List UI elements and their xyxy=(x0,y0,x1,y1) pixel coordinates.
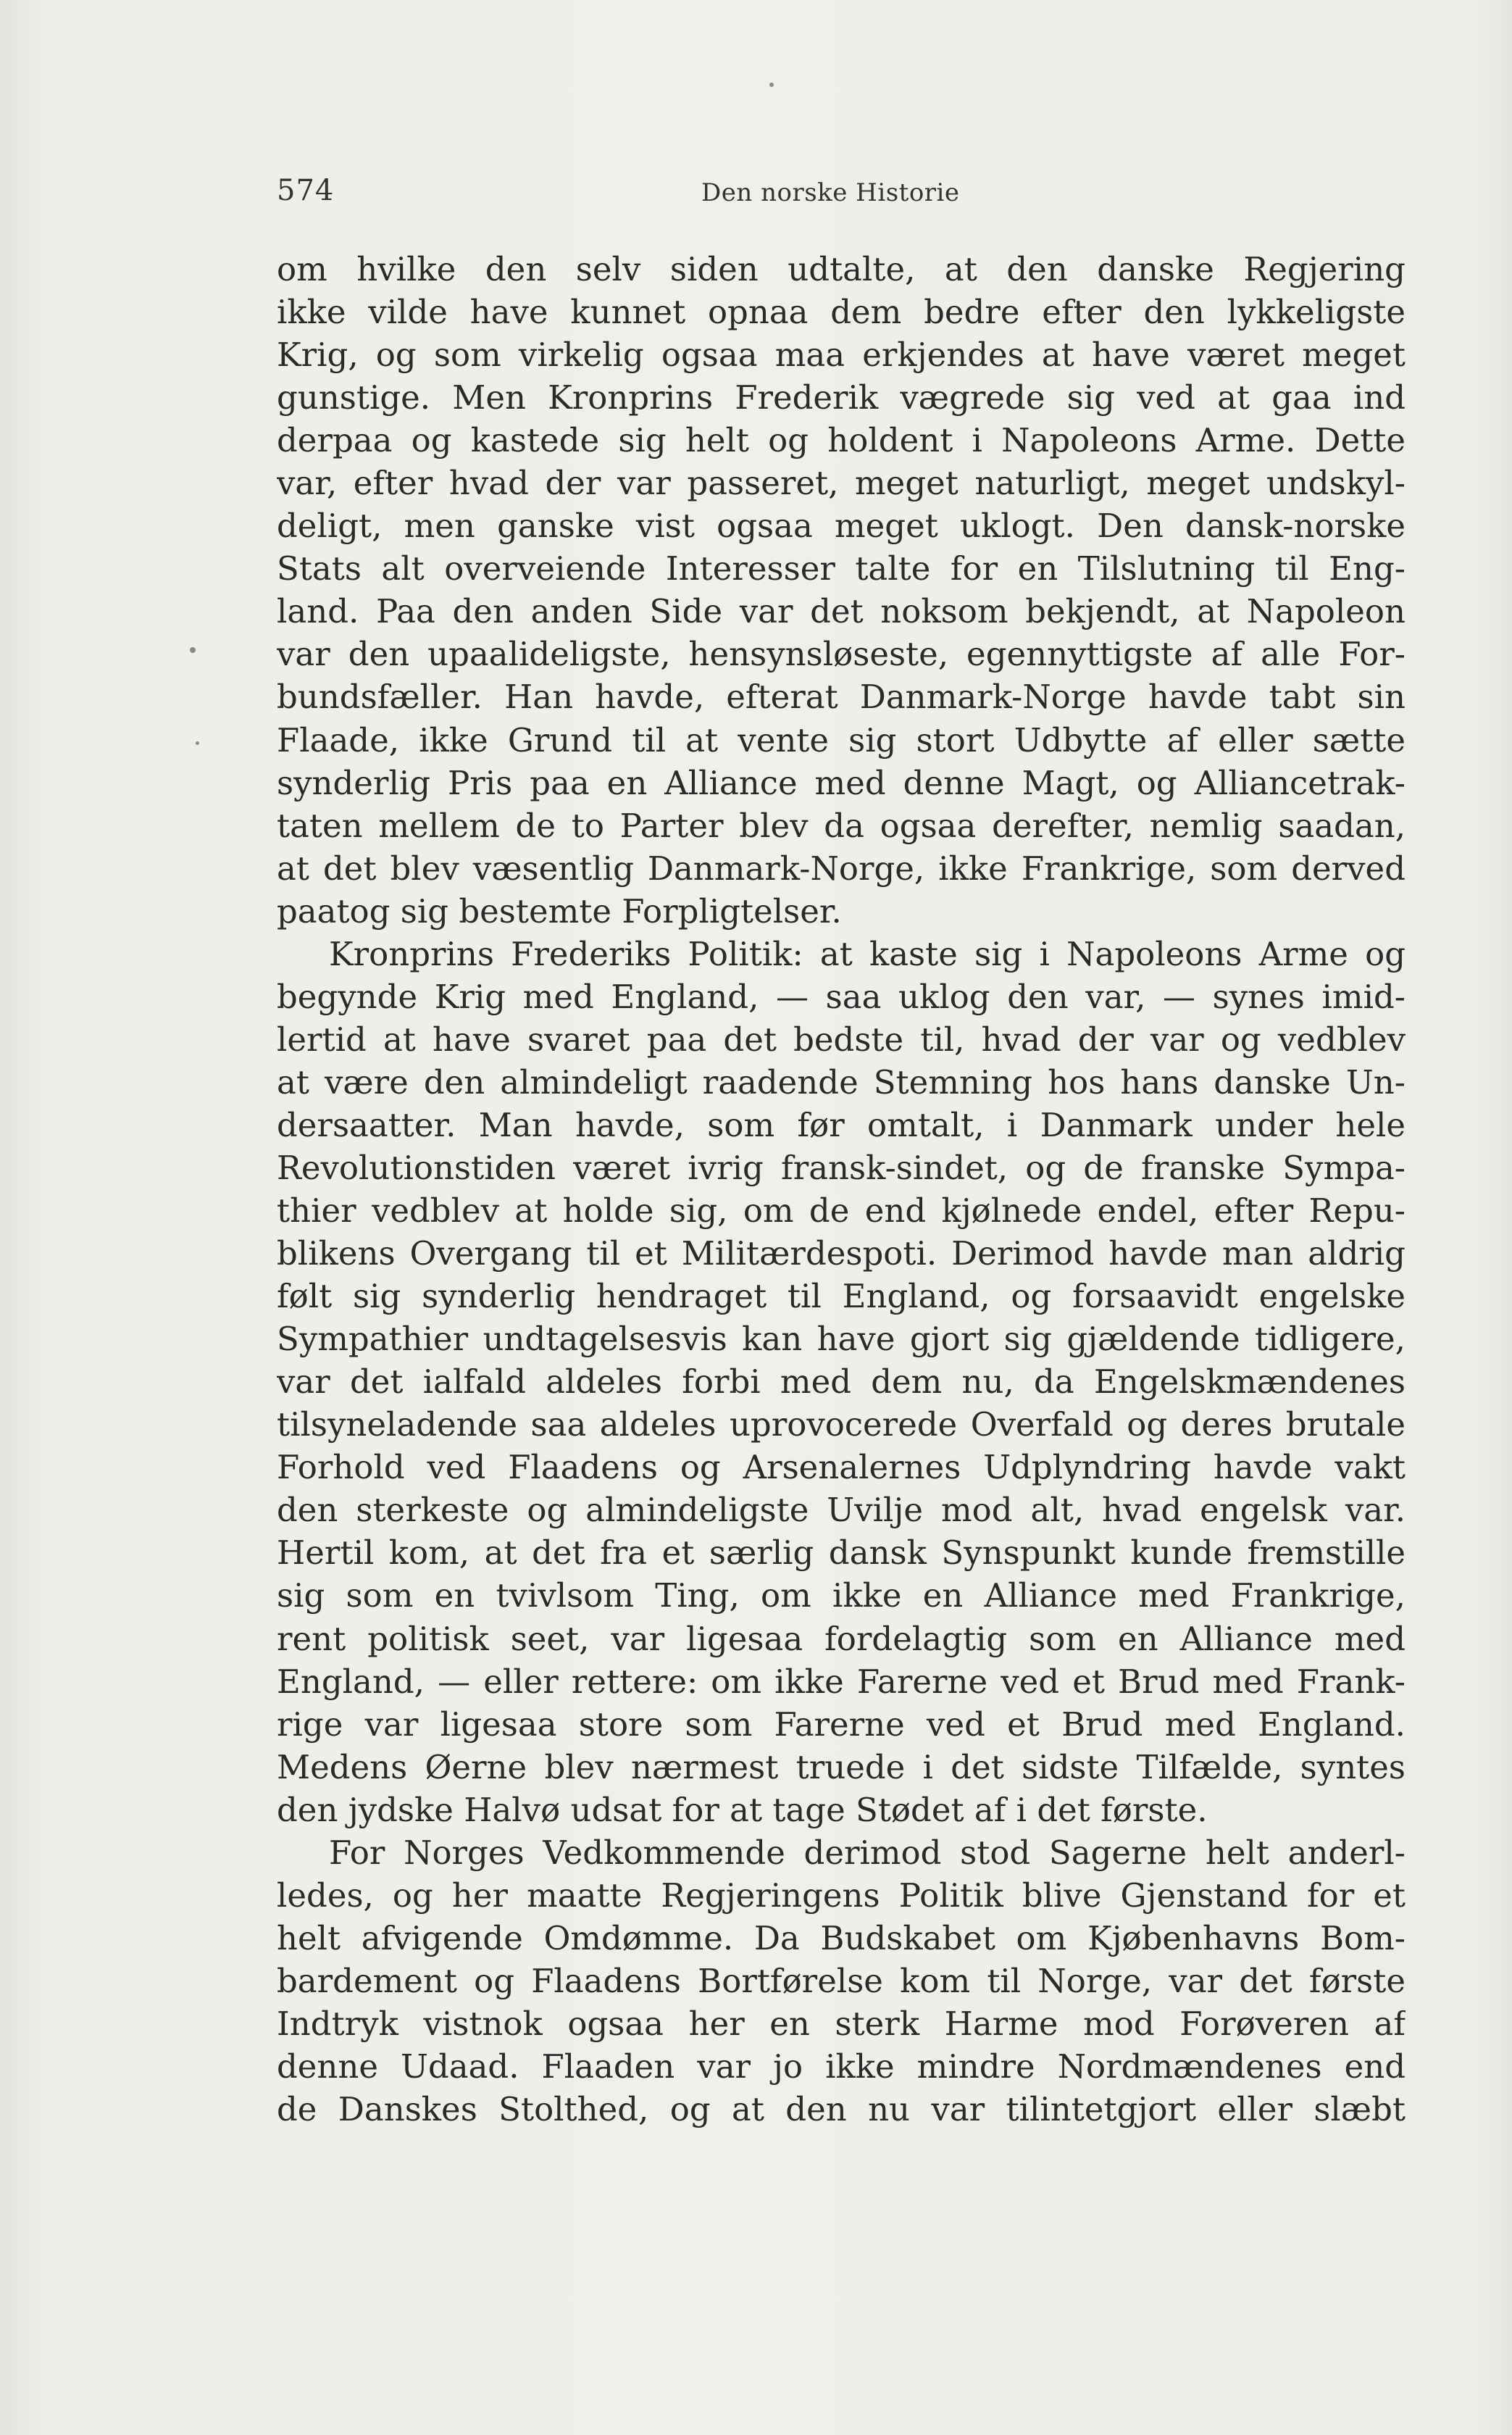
text-line: denne Udaad. Flaaden var jo ikke mindre Nordmændenes end xyxy=(277,2047,1406,2086)
text-line: begynde Krig med England, — saa uklog den var, — synes imid- xyxy=(277,977,1406,1016)
text-line: Medens Øerne blev nærmest truede i det sidste Tilfælde, syntes xyxy=(277,1747,1406,1786)
running-title: Den norske Historie xyxy=(701,178,960,207)
text-line: derpaa og kastede sig helt og holdent i Napoleons Arme. Dette xyxy=(277,421,1406,460)
text-line: var den upaalideligste, hensynsløseste, egennyttigste af alle For- xyxy=(277,635,1406,674)
text-line: blikens Overgang til et Militærdespoti. Derimod havde man aldrig xyxy=(277,1234,1406,1273)
text-line: om hvilke den selv siden udtalte, at den danske Regjering xyxy=(277,250,1406,288)
text-line: Forhold ved Flaadens og Arsenalernes Udplyndring havde vakt xyxy=(277,1448,1406,1487)
text-line: Hertil kom, at det fra et særlig dansk Synspunkt kunde fremstille xyxy=(277,1533,1406,1573)
text-line: var det ialfald aldeles forbi med dem nu, da Engelskmændenes xyxy=(277,1362,1406,1402)
text-line: tilsyneladende saa aldeles uprovocerede Overfald og deres brutale xyxy=(277,1405,1406,1444)
text-line: Kronprins Frederiks Politik: at kaste sig i Napoleons Arme og xyxy=(329,934,1406,973)
text-line: deligt, men ganske vist ogsaa meget uklogt. Den dansk-norske xyxy=(277,507,1406,546)
scan-speck xyxy=(190,647,196,653)
text-line: thier vedblev at holde sig, om de end kjølnede endel, efter Repu- xyxy=(277,1191,1406,1231)
text-line: Stats alt overveiende Interesser talte for en Tilslutning til Eng- xyxy=(277,549,1406,588)
text-line: helt afvigende Omdømme. Da Budskabet om Kjøbenhavns Bom- xyxy=(277,1918,1406,1957)
text-line: synderlig Pris paa en Alliance med denne Magt, og Alliancetrak- xyxy=(277,763,1406,802)
text-line: Indtryk vistnok ogsaa her en sterk Harme mod Forøveren af xyxy=(277,2004,1406,2043)
text-line: lertid at have svaret paa det bedste til, hvad der var og vedblev xyxy=(277,1020,1406,1059)
text-line: bundsfæller. Han havde, efterat Danmark-Norge havde tabt sin xyxy=(277,678,1406,717)
text-line: at det blev væsentlig Danmark-Norge, ikke Frankrige, som derved xyxy=(277,849,1406,888)
text-line: paatog sig bestemte Forpligtelser. xyxy=(277,891,842,931)
scan-speck xyxy=(196,741,199,745)
text-line: For Norges Vedkommende derimod stod Sagerne helt anderl- xyxy=(329,1833,1406,1872)
text-line: rent politisk seet, var ligesaa fordelagtig som en Alliance med xyxy=(277,1619,1406,1658)
text-line: rige var ligesaa store som Farerne ved et Brud med England. xyxy=(277,1704,1406,1744)
text-line: ikke vilde have kunnet opnaa dem bedre efter den lykkeligste xyxy=(277,293,1406,332)
text-line: land. Paa den anden Side var det noksom bekjendt, at Napoleon xyxy=(277,592,1406,631)
text-line: den jydske Halvø udsat for at tage Stødet af i det første. xyxy=(277,1790,1208,1829)
body-text xyxy=(277,248,1406,2131)
text-line: at være den almindeligt raadende Stemning hos hans danske Un- xyxy=(277,1062,1406,1102)
text-line: dersaatter. Man havde, som før omtalt, i Danmark under hele xyxy=(277,1105,1406,1144)
text-line: gunstige. Men Kronprins Frederik vægrede sig ved at gaa ind xyxy=(277,378,1406,417)
text-line: Krig, og som virkelig ogsaa maa erkjendes at have været meget xyxy=(277,336,1406,375)
text-line: sig som en tvivlsom Ting, om ikke en Alliance med Frankrige, xyxy=(277,1576,1406,1615)
page-number: 574 xyxy=(277,174,335,207)
text-line: taten mellem de to Parter blev da ogsaa derefter, nemlig saadan, xyxy=(277,806,1406,845)
text-line: bardement og Flaadens Bortførelse kom til Norge, var det første xyxy=(277,1961,1406,2000)
text-line: Flaade, ikke Grund til at vente sig stort Udbytte af eller sætte xyxy=(277,720,1406,759)
text-line: de Danskes Stolthed, og at den nu var tilintetgjort eller slæbt xyxy=(277,2090,1406,2129)
text-line: følt sig synderlig hendraget til England, og forsaavidt engelske xyxy=(277,1277,1406,1316)
text-line: England, — eller rettere: om ikke Farerne ved et Brud med Frank- xyxy=(277,1662,1406,1701)
page-header xyxy=(277,174,1407,217)
text-line: Sympathier undtagelsesvis kan have gjort sig gjældende tidligere, xyxy=(277,1320,1406,1359)
text-line: den sterkeste og almindeligste Uvilje mod alt, hvad engelsk var. xyxy=(277,1491,1406,1530)
text-line: Revolutionstiden været ivrig fransk-sindet, og de franske Sympa- xyxy=(277,1148,1406,1187)
text-line: var, efter hvad der var passeret, meget naturligt, meget undskyl- xyxy=(277,464,1406,503)
text-line: ledes, og her maatte Regjeringens Politik blive Gjenstand for et xyxy=(277,1876,1406,1915)
scan-speck xyxy=(769,83,774,87)
